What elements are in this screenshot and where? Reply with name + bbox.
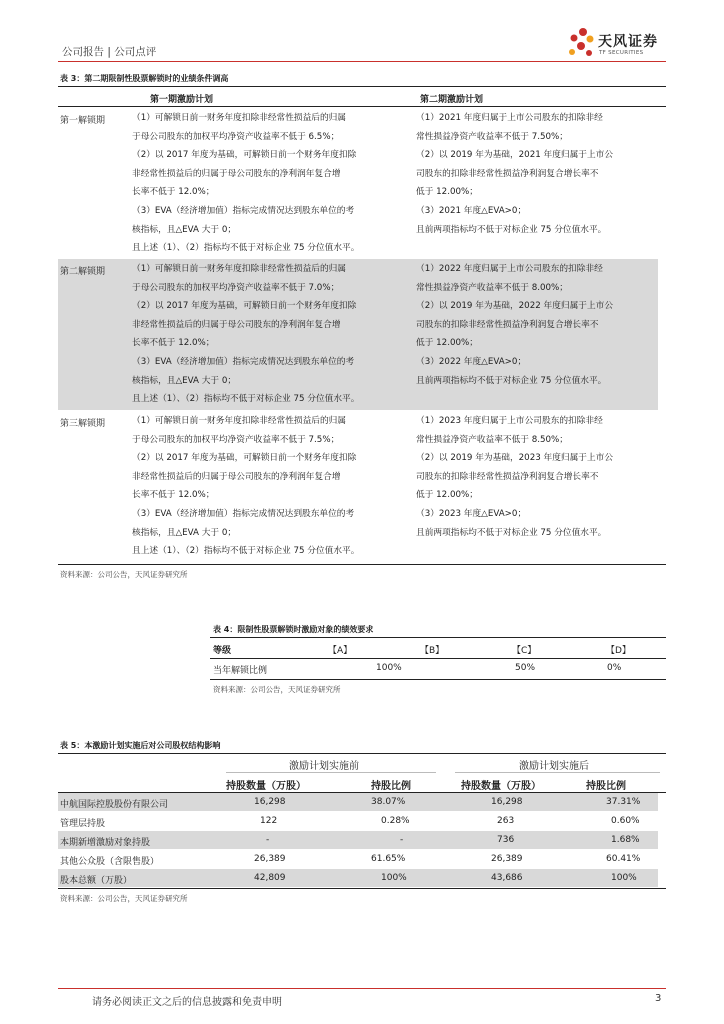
- table5-row3-shares-before: -: [266, 835, 270, 845]
- logo-text: 天风证券: [598, 34, 658, 50]
- tf-logo-icon: [566, 26, 596, 60]
- table5-row3-shares-after: 736: [497, 835, 515, 845]
- footer-disclaimer: 请务必阅读正文之后的信息披露和免责申明: [92, 997, 282, 1008]
- table3-row2-right: （1）2022 年度归属于上市公司股东的扣除非经 常性损益净资产收益率不低于 8.00%； （2）以 2019 年为基础，2022 年度归属于上市公 司股东的扣除非经常性损益净利润复合增长率不 低于 12.00%； （3）2022 年度△EVA>0； 且前两项指标均不低于对标企业 75 分位值水平。: [416, 264, 614, 386]
- table5-top-rule: [58, 753, 666, 754]
- table5-row2-ratio-before: 0.28%: [381, 816, 410, 826]
- table4-row-label: 当年解锁比例: [213, 666, 268, 676]
- table4-header-b: 【B】: [420, 646, 445, 656]
- table5-row4-shares-before: 26,389: [254, 854, 286, 864]
- table3-row3-right: （1）2023 年度归属于上市公司股东的扣除非经 常性损益净资产收益率不低于 8.50%； （2）以 2019 年为基础，2023 年度归属于上市公 司股东的扣除非经常性损益净利润复合增长率不 低于 12.00%； （3）2023 年度△EVA>0； 且前两项指标均不低于对标企业 75 分位值水平。: [416, 416, 614, 538]
- table5-caption: 表 5：本激励计划实施后对公司股权结构影响: [60, 741, 221, 750]
- table5-group-rule-after: [455, 772, 660, 773]
- table4-value-c: 50%: [515, 663, 536, 673]
- table5-row3-ratio-after: 1.68%: [611, 835, 640, 845]
- table3-header-rule: [58, 106, 666, 107]
- table5-row1-shares-before: 16,298: [254, 797, 286, 807]
- table4-header-a: 【A】: [328, 646, 353, 656]
- table4-header-grade: 等级: [213, 646, 232, 656]
- table5-row2-holder: 管理层持股: [60, 819, 106, 829]
- table5-group-rule-before: [226, 772, 436, 773]
- table5-row5-ratio-before: 100%: [381, 873, 407, 883]
- table5-group-after: 激励计划实施后: [519, 761, 589, 772]
- table3-row1-label: 第一解锁期: [60, 116, 106, 126]
- table5-row3-ratio-before: -: [400, 835, 404, 845]
- table5-sub-ratio-before: 持股比例: [371, 781, 411, 792]
- table4-header-rule: [210, 658, 666, 659]
- table3-bottom-rule: [58, 564, 666, 565]
- table5-row4-ratio-after: 60.41%: [606, 854, 641, 864]
- table4-top-rule: [210, 637, 666, 638]
- table5-row4-ratio-before: 61.65%: [371, 854, 406, 864]
- table5-bottom-rule: [58, 888, 666, 889]
- table4-caption: 表 4：限制性股票解锁时激励对象的绩效要求: [213, 625, 374, 634]
- table3-row1-right: （1）2021 年度归属于上市公司股东的扣除非经 常性损益净资产收益率不低于 7.50%； （2）以 2019 年为基础，2021 年度归属于上市公 司股东的扣除非经常性损益净利润复合增长率不 低于 12.00%； （3）2021 年度△EVA>0； 且前两项指标均不低于对标企业 75 分位值水平。: [416, 113, 614, 235]
- table4-value-a: 100%: [376, 663, 402, 673]
- table3-row2-left: （1）可解锁日前一财务年度扣除非经常性损益后的归属 于母公司股东的加权平均净资产收益率不低于 7.0%； （2）以 2017 年度为基础，可解锁日前一个财务年度扣除 非经常性损益后的归属于母公司股东的净利润年复合增 长率不低于 12.0%； （3）EVA（经济增加值）指标完成情况达到股东单位的考 核指标，且△EVA 大于 0； 且上述（1）、（2）指标均不低于对标企业 75 分位值水平。: [132, 264, 360, 405]
- table5-row3-holder: 本期新增激励对象持股: [60, 838, 151, 848]
- table5-sub-shares-before: 持股数量（万股）: [226, 781, 306, 792]
- table5-sub-ratio-after: 持股比例: [586, 781, 626, 792]
- table5-row1-holder: 中航国际控股股份有限公司: [60, 800, 169, 810]
- table3-top-rule: [58, 86, 666, 87]
- report-type: 公司报告 | 公司点评: [62, 46, 157, 58]
- table4-header-d: 【D】: [606, 646, 631, 656]
- table3-caption: 表 3：第二期限制性股票解锁时的业绩条件调高: [60, 74, 229, 83]
- table3-row3-label: 第三解锁期: [60, 419, 106, 429]
- table3-row2-label: 第二解锁期: [60, 267, 106, 277]
- table4-source: 资料来源：公司公告，天风证券研究所: [213, 685, 341, 694]
- table4-header-c: 【C】: [512, 646, 537, 656]
- header-rule: [58, 61, 666, 62]
- logo-text-en: TF SECURITIES: [599, 50, 644, 56]
- page-number: 3: [655, 993, 662, 1004]
- table5-row4-holder: 其他公众股（含限售股）: [60, 857, 160, 867]
- table3-row3-left: （1）可解锁日前一财务年度扣除非经常性损益后的归属 于母公司股东的加权平均净资产收益率不低于 7.5%； （2）以 2017 年度为基础，可解锁日前一个财务年度扣除 非经常性损益后的归属于母公司股东的净利润年复合增 长率不低于 12.0%； （3）EVA（经济增加值）指标完成情况达到股东单位的考 核指标，且△EVA 大于 0； 且上述（1）、（2）指标均不低于对标企业 75 分位值水平。: [132, 416, 360, 557]
- table5-group-before: 激励计划实施前: [289, 761, 359, 772]
- table4-bottom-rule: [210, 679, 666, 680]
- table3-row1-left: （1）可解锁日前一财务年度扣除非经常性损益后的归属 于母公司股东的加权平均净资产收益率不低于 6.5%； （2）以 2017 年度为基础，可解锁日前一个财务年度扣除 非经常性损益后的归属于母公司股东的净利润年复合增 长率不低于 12.0%； （3）EVA（经济增加值）指标完成情况达到股东单位的考 核指标，且△EVA 大于 0； 且上述（1）、（2）指标均不低于对标企业 75 分位值水平。: [132, 113, 360, 254]
- footer-rule: [58, 988, 666, 989]
- table5-row1-shares-after: 16,298: [491, 797, 523, 807]
- table5-row1-ratio-before: 38.07%: [371, 797, 406, 807]
- table5-row1-ratio-after: 37.31%: [606, 797, 641, 807]
- table5-row2-shares-after: 263: [497, 816, 515, 826]
- table5-row2-ratio-after: 0.60%: [611, 816, 640, 826]
- table5-row5-shade: [58, 869, 658, 887]
- table5-row2-shares-before: 122: [260, 816, 278, 826]
- table5-row5-shares-after: 43,686: [491, 873, 523, 883]
- table3-col2-header: 第二期激励计划: [420, 95, 484, 105]
- table3-col1-header: 第一期激励计划: [150, 95, 214, 105]
- table5-row5-ratio-after: 100%: [611, 873, 637, 883]
- table5-row5-shares-before: 42,809: [254, 873, 286, 883]
- table5-sub-shares-after: 持股数量（万股）: [461, 781, 541, 792]
- table4-value-d: 0%: [607, 663, 622, 673]
- table3-source: 资料来源：公司公告，天风证券研究所: [60, 570, 188, 579]
- table5-source: 资料来源：公司公告，天风证券研究所: [60, 894, 188, 903]
- table5-row4-shares-after: 26,389: [491, 854, 523, 864]
- table5-row5-holder: 股本总额（万股）: [60, 876, 133, 886]
